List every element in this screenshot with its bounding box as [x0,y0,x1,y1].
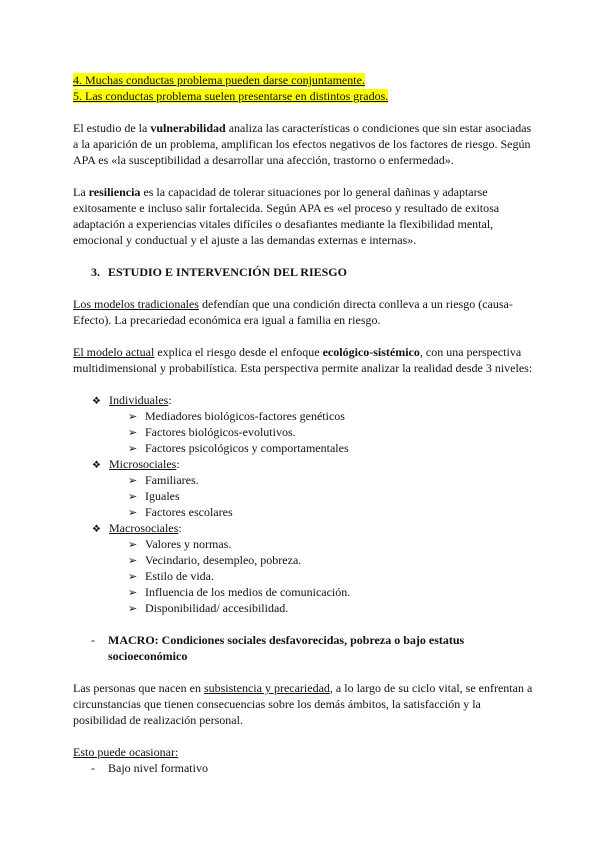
list-item: ➢ Factores psicológicos y comportamentales [128,441,349,455]
list-item: ➢ Vecindario, desempleo, pobreza. [128,553,302,567]
arrow-bullet-icon: ➢ [128,587,138,599]
level-individuales: ❖ Individuales: [92,392,172,410]
intro-line-4: 4. Muchas conductas problema pueden darse conjuntamente. [73,73,365,87]
list-item: ➢ Familiares. [128,473,199,487]
list-item: ➢ Factores biológicos-evolutivos. [128,425,296,439]
level-microsociales: ❖ Microsociales: [92,456,180,474]
vulnerabilidad-paragraph: El estudio de la vulnerabilidad analiza las características o condiciones que sin estar asociadas a la aparición de un problema, amplifican los efectos negativos de los factores de riesgo. Según APA es «la susceptibilidad a desarrollar una afección, trastorno o enfermedad». [73,121,532,167]
list-item: ➢ Iguales [128,489,180,503]
section-heading: 3. ESTUDIO E INTERVENCIÓN DEL RIESGO [91,265,347,279]
arrow-bullet-icon: ➢ [128,539,138,551]
arrow-bullet-icon: ➢ [128,571,138,583]
arrow-bullet-icon: ➢ [128,507,138,519]
modelos-tradicionales-paragraph: Los modelos tradicionales defendían que una condición directa conlleva a un riesgo (causa-Efecto). La precariedad económica era igual a familia en riesgo. [73,297,513,327]
intro-line-5: 5. Las conductas problema suelen presentarse en distintos grados. [73,89,389,103]
arrow-bullet-icon: ➢ [128,555,138,567]
list-item: ➢ Disponibilidad/ accesibilidad. [128,601,289,615]
list-item: ➢ Valores y normas. [128,537,232,551]
arrow-bullet-icon: ➢ [128,603,138,615]
list-item: ➢ Influencia de los medios de comunicación. [128,585,351,599]
macro-heading: MACRO: Condiciones sociales desfavorecidas, pobreza o bajo estatus socioeconómico [108,633,465,663]
level-macrosociales: ❖ Macrosociales: [92,520,182,538]
diamond-bullet-icon: ❖ [92,460,101,471]
diamond-bullet-icon: ❖ [92,396,101,407]
arrow-bullet-icon: ➢ [128,427,138,439]
resiliencia-paragraph: La resiliencia es la capacidad de tolerar situaciones por lo general dañinas y adaptarse exitosamente e incluso salir fortalecida. Según APA es «el proceso y resultado de exitosa adaptación a experiencias vitales difíciles o desafiantes mediante la flexibilidad mental, emocional y conductual y el ajuste a las demandas externas e internas». [73,185,500,247]
arrow-bullet-icon: ➢ [128,411,138,423]
list-item: - Bajo nivel formativo [91,761,208,775]
modelo-actual-paragraph: El modelo actual explica el riesgo desde el enfoque ecológico-sistémico, con una perspectiva multidimensional y probabilística. Esta perspectiva permite analizar la realidad desde 3 niveles: [73,345,533,375]
arrow-bullet-icon: ➢ [128,475,138,487]
diamond-bullet-icon: ❖ [92,524,101,535]
list-item: ➢ Mediadores biológicos-factores genéticos [128,409,345,423]
arrow-bullet-icon: ➢ [128,443,138,455]
list-item: ➢ Factores escolares [128,505,233,519]
personas-paragraph: Las personas que nacen en subsistencia y precariedad, a lo largo de su ciclo vital, se enfrentan a circunstancias que tienen consecuencias sobre los demás ámbitos, la satisfacción y la posibilidad de realización personal. [73,681,533,727]
list-item: ➢ Estilo de vida. [128,569,214,583]
arrow-bullet-icon: ➢ [128,491,138,503]
ocasionar-label: Esto puede ocasionar: [73,745,179,759]
macro-dash: - [91,633,95,647]
